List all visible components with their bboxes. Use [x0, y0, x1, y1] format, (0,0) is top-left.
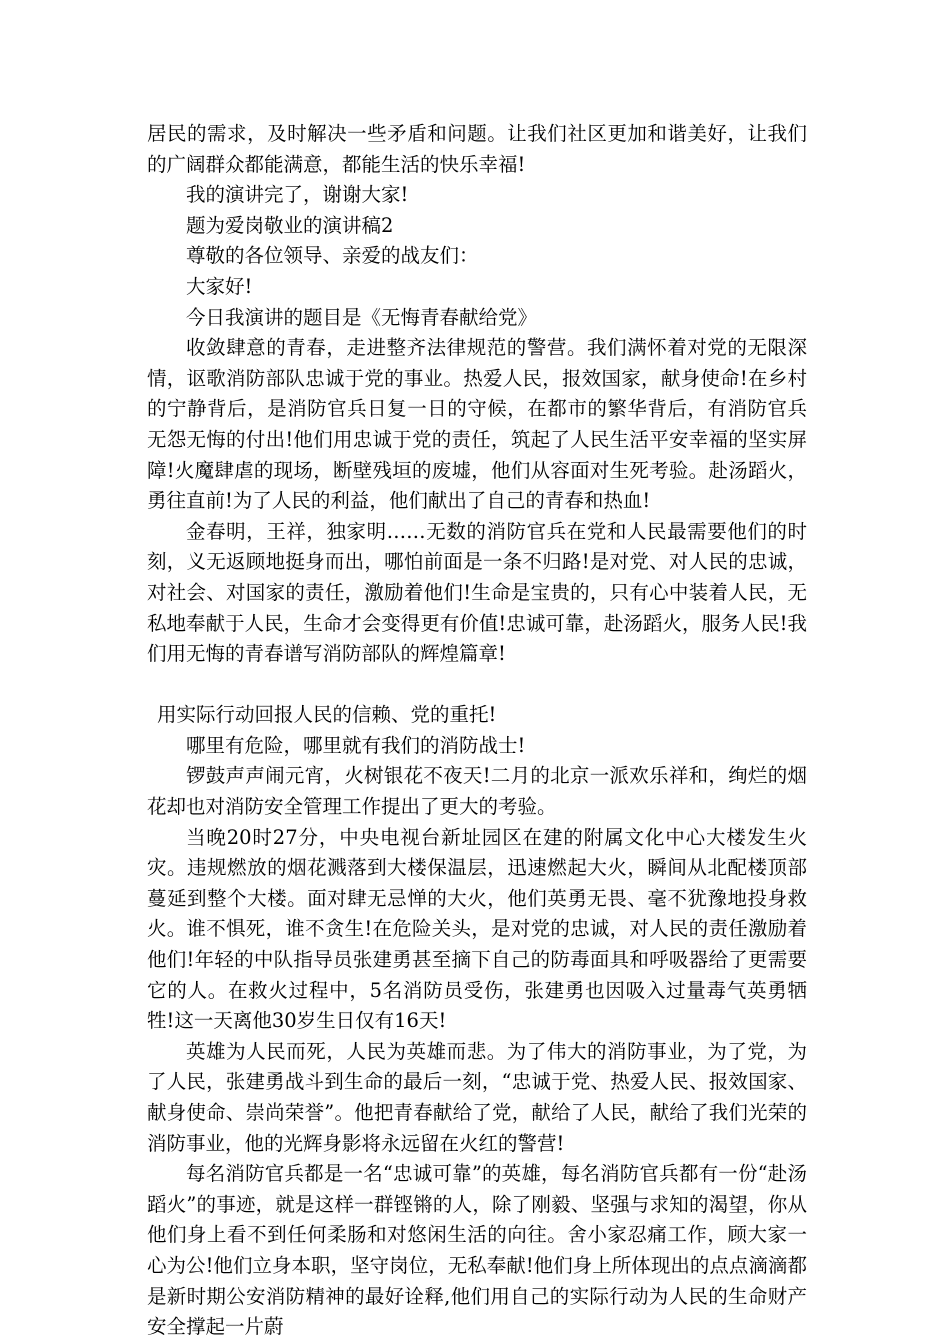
section-heading: 用实际行动回报人民的信赖、党的重托!: [157, 703, 497, 727]
salutation: 尊敬的各位领导、亲爱的战友们：: [186, 244, 479, 268]
paragraph-every-soldier: 每名消防官兵都是一名“忠诚可靠”的英雄，每名消防官兵都有一份“赴汤蹈火”的事迹，就是这样一群铿锵的人，除了刚毅、坚强与求知的渴望，你从他们身上看不到任何柔肠和对悠闲生活的向往。舍小家忍痛工作，顾大家一心为公!他们立身本职，坚守岗位，无私奉献!他们身上所体现出的点点滴滴都是新时期公安消防精神的最好诠释,他们用自己的实际行动为人民的生命财产安全撑起一片蔚: [147, 1162, 807, 1339]
blank-line: [147, 670, 807, 701]
topic-line: 今日我演讲的题目是《无悔青春献给党》: [186, 305, 538, 329]
paragraph-lantern: 锣鼓声声闹元宵，火树银花不夜天!二月的北京一派欢乐祥和，绚烂的烟花却也对消防安全管理工作提出了更大的考验。: [147, 764, 807, 819]
paragraph-heroes: 金春明，王祥，独家明……无数的消防官兵在党和人民最需要他们的时刻，义无返顾地挺身而出，哪怕前面是一条不归路!是对党、对人民的忠诚，对社会、对国家的责任，激励着他们!生命是宝贵的，只有心中装着人民，无私地奉献于人民，生命才会变得更有价值!忠诚可靠，赴汤蹈火，服务人民!我们用无悔的青春谱写消防部队的辉煌篇章!: [147, 519, 807, 666]
paragraph-hero-sacrifice: 英雄为人民而死，人民为英雄而悲。为了伟大的消防事业，为了党，为了人民，张建勇战斗到生命的最后一刻，“忠诚于党、热爱人民、报效国家、献身使命、崇尚荣誉”。他把青春献给了党，献给了人民，献给了我们光荣的消防事业，他的光辉身影将永远留在火红的警营!: [147, 1039, 807, 1155]
speech-title: 题为爱岗敬业的演讲稿2: [186, 213, 394, 237]
greeting: 大家好!: [186, 274, 253, 298]
paragraph-fire-event: 当晚20时27分，中央电视台新址园区在建的附属文化中心大楼发生火灾。违规燃放的烟花溅落到大楼保温层，迅速燃起大火，瞬间从北配楼顶部蔓延到整个大楼。面对肆无忌惮的大火，他们英勇无畏、毫不犹豫地投身救火。谁不惧死，谁不贪生!在危险关头，是对党的忠诚，对人民的责任激励着他们!年轻的中队指导员张建勇甚至摘下自己的防毒面具和呼吸器给了更需要它的人。在救火过程中，5名消防员受伤，张建勇也因吸入过量毒气英勇牺牲!这一天离他30岁生日仅有16天!: [147, 825, 807, 1033]
paragraph-closing-thanks: 我的演讲完了，谢谢大家!: [186, 183, 409, 207]
speech-text: [147, 119, 807, 1343]
paragraph-youth: 收敛肆意的青春，走进整齐法律规范的警营。我们满怀着对党的无限深情，讴歌消防部队忠诚于党的事业。热爱人民，报效国家，献身使命!在乡村的宁静背后，是消防官兵日复一日的守候，在都市的繁华背后，有消防官兵无怨无悔的付出!他们用忠诚于党的责任，筑起了人民生活平安幸福的坚实屏障!火魔肆虐的现场，断壁残垣的废墟，他们从容面对生死考验。赴汤蹈火，勇往直前!为了人民的利益，他们献出了自己的青春和热血!: [147, 336, 807, 513]
paragraph-danger: 哪里有危险，哪里就有我们的消防战士!: [186, 733, 526, 757]
paragraph-continuation: 居民的需求，及时解决一些矛盾和问题。让我们社区更加和谐美好，让我们的广阔群众都能满意，都能生活的快乐幸福!: [147, 122, 807, 176]
